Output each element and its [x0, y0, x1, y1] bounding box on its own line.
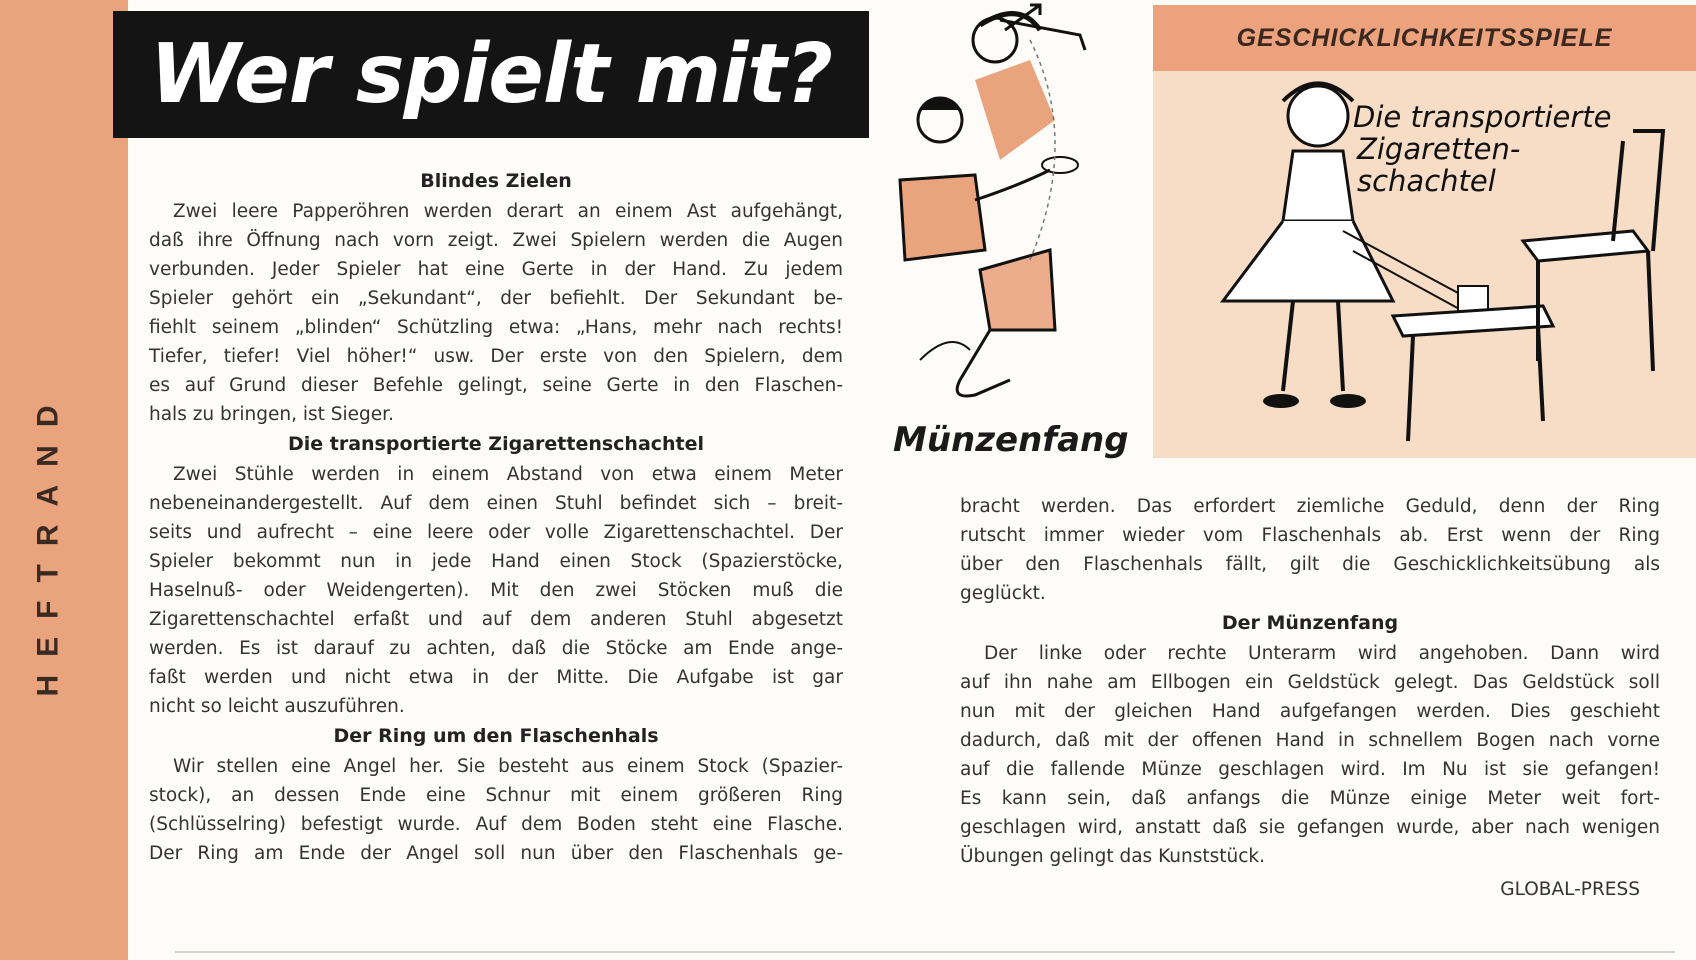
text-line: daß ihre Öffnung nach vorn zeigt. Zwei Spielern werden die Augen: [149, 230, 843, 251]
text-line: bracht werden. Das erfordert ziemliche Geduld, denn der Ring: [960, 496, 1660, 517]
text-line: Wir stellen eine Angel her. Sie besteht aus einem Stock (Spazier-: [173, 756, 843, 777]
section-heading: Die transportierte Zigarettenschachtel: [287, 433, 705, 455]
text-line: rutscht immer wieder vom Flaschenhals ab. Erst wenn der Ring: [960, 525, 1660, 546]
text-line: auf ihn nahe am Ellbogen ein Geldstück gelegt. Das Geldstück soll: [960, 672, 1660, 693]
text-line: Tiefer, tiefer! Viel höher!“ usw. Der erste von den Spielern, dem: [149, 346, 843, 367]
section-heading: Blindes Zielen: [420, 170, 572, 192]
text-line: Der Ring am Ende der Angel soll nun über den Flaschenhals ge-: [149, 843, 843, 864]
right-column: [960, 492, 1660, 904]
text-line: geglückt.: [960, 583, 1046, 604]
cigarette-box-caption: [1353, 101, 1611, 197]
signature: GLOBAL-PRESS: [1500, 879, 1640, 900]
text-line: werden. Es ist darauf zu achten, daß die Stöcke am Ende ange-: [149, 638, 843, 659]
caption-line: schachtel: [1357, 164, 1496, 198]
text-line: fiehlt seinem „blinden“ Schützling etwa: „Hans, mehr nach rechts!: [149, 317, 843, 338]
text-line: Spieler bekommt nun in jede Hand einen Stock (Spazierstöcke,: [149, 551, 843, 572]
page-title: Wer spielt mit?: [149, 27, 833, 122]
text-line: Zwei Stühle werden in einem Abstand von etwa einem Meter: [173, 464, 843, 485]
text-line: Der linke oder rechte Unterarm wird angehoben. Dann wird: [984, 643, 1660, 664]
text-line: Zigarettenschachtel erfaßt und auf dem anderen Stuhl abgesetzt: [149, 609, 843, 630]
text-line: Haselnuß- oder Weidengerten). Mit den zwei Stöcken muß die: [149, 580, 843, 601]
text-line: verbunden. Jeder Spieler hat eine Gerte in der Hand. Zu jedem: [149, 259, 843, 280]
margin-strip: [0, 0, 128, 960]
text-line: nebeneinandergestellt. Auf dem einen Stuhl befindet sich – breit-: [149, 493, 843, 514]
caption-line: Zigaretten-: [1357, 132, 1521, 166]
text-line: Spieler gehört ein „Sekundant“, der befiehlt. Der Sekundant be-: [149, 288, 843, 309]
text-line: Es kann sein, daß anfangs die Münze einige Meter weit fort-: [960, 788, 1660, 809]
coin-catch-caption: Münzenfang: [893, 420, 1129, 460]
text-line: nicht so leicht auszuführen.: [149, 696, 405, 717]
text-line: stock), an dessen Ende eine Schnur mit einem größeren Ring: [149, 785, 843, 806]
text-line: dadurch, daß mit der offenen Hand in schnellem Bogen nach vorne: [960, 730, 1660, 751]
bottom-rule: [175, 951, 1675, 953]
section-heading: Der Münzenfang: [1221, 612, 1399, 634]
text-line: nun mit der gleichen Hand aufgefangen werden. Dies geschieht: [960, 701, 1660, 722]
skill-games-header: [1153, 5, 1696, 71]
text-line: Übungen gelingt das Kunststück.: [960, 846, 1266, 867]
page-title-box: [113, 11, 869, 138]
section-heading: Der Ring um den Flaschenhals: [333, 725, 659, 747]
text-line: es auf Grund dieser Befehle gelingt, seine Gerte in den Flaschen-: [149, 375, 843, 396]
caption-line: Die transportierte: [1353, 100, 1612, 134]
text-line: Zwei leere Papperöhren werden derart an einem Ast aufgehängt,: [173, 201, 843, 222]
coin-catch-drawing: [880, 0, 1130, 470]
text-line: über den Flaschenhals fällt, gilt die Geschicklichkeitsübung als: [960, 554, 1660, 575]
text-line: geschlagen wird, anstatt daß sie gefangen wurde, aber nach wenigen: [960, 817, 1660, 838]
left-column: [149, 166, 843, 868]
skill-games-illustration-box: [1153, 5, 1696, 458]
text-line: hals zu bringen, ist Sieger.: [149, 404, 394, 425]
text-line: (Schlüsselring) befestigt wurde. Auf dem Boden steht eine Flasche.: [149, 814, 843, 835]
text-line: seits und aufrecht – eine leere oder volle Zigarettenschachtel. Der: [149, 522, 843, 543]
text-line: auf die fallende Münze geschlagen wird. Im Nu ist sie gefangen!: [960, 759, 1660, 780]
heftrand-label-wrap: [28, 372, 68, 712]
coin-catch-illustration: [880, 0, 1130, 470]
heftrand-label: HEFTRAND: [31, 387, 64, 697]
skill-games-header-text: GESCHICKLICHKEITSSPIELE: [1236, 23, 1613, 52]
text-line: faßt werden und nicht etwa in der Mitte. Die Aufgabe ist gar: [149, 667, 843, 688]
